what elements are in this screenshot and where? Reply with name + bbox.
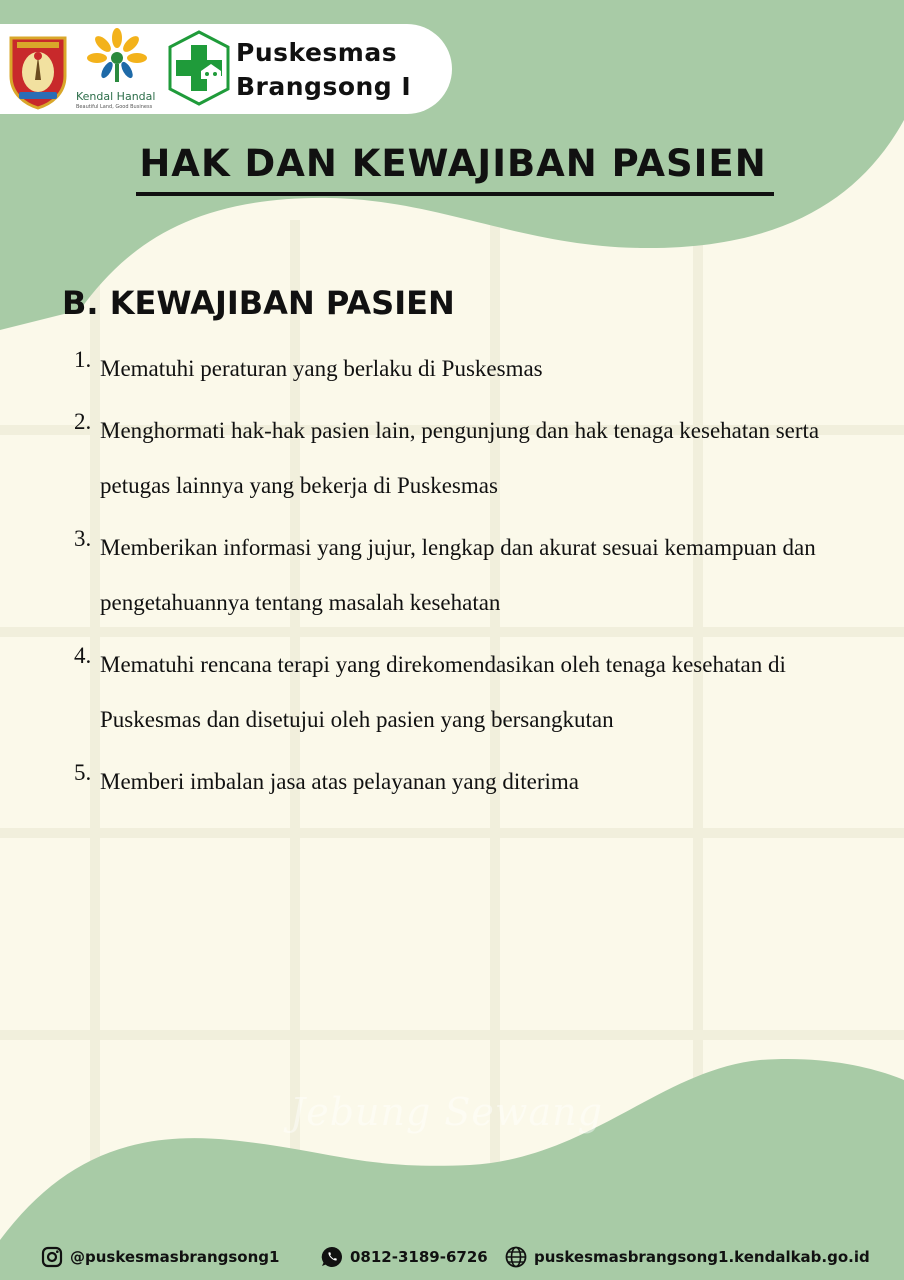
puskesmas-name: Puskesmas Brangsong I (236, 38, 412, 101)
page-title: HAK DAN KEWAJIBAN PASIEN (139, 142, 767, 185)
obligations-list (74, 347, 864, 825)
footer-contacts (0, 1240, 904, 1274)
whatsapp-contact[interactable] (320, 1240, 488, 1274)
item-number: 5. (74, 760, 92, 785)
item-number: 4. (74, 643, 92, 668)
kendal-regency-emblem-icon (5, 30, 71, 110)
list-item (74, 520, 864, 630)
item-text: Mematuhi rencana terapi yang direkomendasikan oleh tenaga kesehatan di Puskesmas dan disetujui oleh pasien yang bersangkutan (100, 652, 786, 732)
handal-brand-text: Kendal Handal (76, 90, 156, 103)
website-url: puskesmasbrangsong1.kendalkab.go.id (534, 1248, 870, 1266)
globe-icon (504, 1245, 528, 1269)
item-number: 1. (74, 347, 92, 372)
item-text: Menghormati hak-hak pasien lain, pengunjung dan hak tenaga kesehatan serta petugas lainnya yang bekerja di Puskesmas (100, 418, 820, 498)
list-item (74, 403, 864, 513)
title-underline (136, 192, 774, 196)
instagram-icon (40, 1245, 64, 1269)
item-number: 2. (74, 409, 92, 434)
instagram-handle: @puskesmasbrangsong1 (70, 1248, 280, 1266)
item-text: Memberikan informasi yang jujur, lengkap dan akurat sesuai kemampuan dan pengetahuannya tentang masalah kesehatan (100, 535, 816, 615)
section-heading: B. KEWAJIBAN PASIEN (62, 284, 455, 322)
list-item (74, 754, 864, 809)
instagram-contact[interactable] (40, 1240, 279, 1274)
whatsapp-icon (320, 1245, 344, 1269)
whatsapp-number: 0812-3189-6726 (350, 1248, 488, 1266)
website-contact[interactable] (504, 1240, 870, 1274)
handal-tagline: Beautiful Land, Good Business (76, 104, 153, 110)
item-text: Mematuhi peraturan yang berlaku di Puskesmas (100, 356, 543, 381)
item-text: Memberi imbalan jasa atas pelayanan yang diterima (100, 769, 579, 794)
puskesmas-cross-logo-icon (165, 29, 233, 107)
item-number: 3. (74, 526, 92, 551)
list-item (74, 637, 864, 747)
list-item (74, 341, 864, 396)
watermark-signature: Jebung Sewang (290, 1090, 603, 1134)
